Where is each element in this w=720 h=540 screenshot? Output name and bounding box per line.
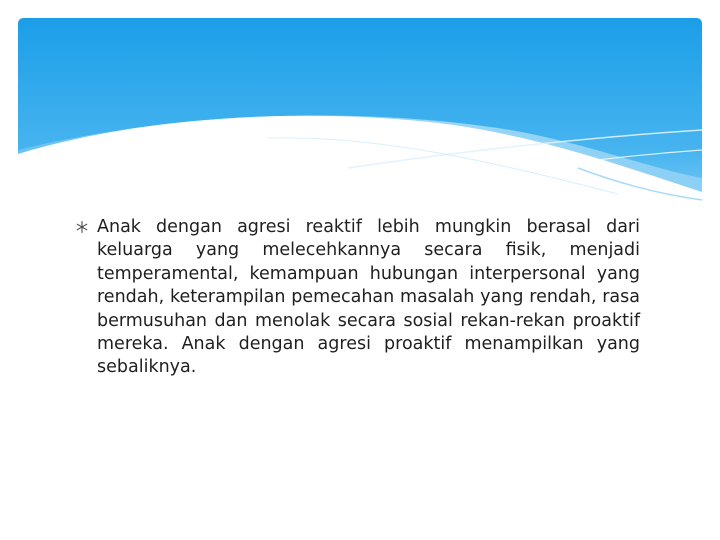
wave-banner-graphic	[18, 18, 702, 208]
bullet-paragraph: Anak dengan agresi reaktif lebih mungkin berasal dari keluarga yang melecehkannya secara fisik, menjadi temperamental, kemampuan hubungan interpersonal yang rendah, keterampilan pemecahan masalah yang rendah, rasa bermusuhan dan menolak secara sosial rekan-rekan proaktif mereka. Anak dengan agresi proaktif menampilkan yang sebaliknya.	[97, 217, 640, 378]
asterisk-icon	[74, 219, 90, 235]
header-banner	[18, 18, 702, 208]
